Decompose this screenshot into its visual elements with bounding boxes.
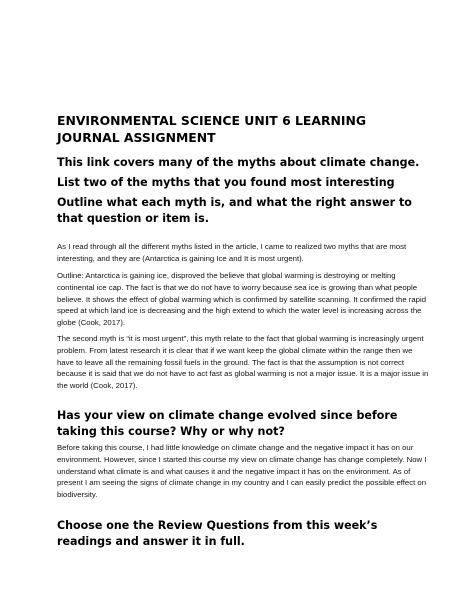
prompt-line-1: This link covers many of the myths about climate change. (57, 156, 420, 169)
paragraph-view: Before taking this course, I had little knowledge on climate change and the negative impact it has on our environment. However, since I started this course my view on climate change has change completely. Now I understand what climate is and what causes it and the negative impact it has on the environment. As of present I am seeing the signs of climate change in my country and I can easily predict the possible effect on biodiversity. (57, 443, 427, 499)
section-heading-view: Has your view on climate change evolved since before taking this course? Why or why not? (57, 409, 398, 438)
paragraph-intro: As I read through all the different myths listed in the article, I came to realized two myths that are most interesting, and they are (Antarctica is gaining Ice and It is most urgent). (57, 242, 407, 263)
prompt-line-2: List two of the myths that you found most interesting (57, 176, 395, 189)
paragraph-myth-2: The second myth is “it is most urgent”, this myth relate to the fact that global warming is increasingly urgent problem. From latest research it is clear that if we want keep the global climate within the range then we have to leave all the remaining fossil fuels in the ground. The fact is that the assumption is not correct because it is said that we do not have to act fast as global warming is not a major issue. It is a major issue in the world (Cook, 2017). (57, 334, 429, 390)
paragraph-myth-1: Outline: Antarctica is gaining ice, disproved the believe that global warming is destroying or melting continental ice cap. The fact is that we do not have to worry because sea ice is growing than what people believe. It shows the effect of global warming which is confirmed by satellite scanning. It confirmed the rapid speed at which land ice is decreasing and the high extend to which the water level is increasing across the globe (Cook, 2017). (57, 271, 427, 327)
document-title: ENVIRONMENTAL SCIENCE UNIT 6 LEARNING JOURNAL ASSIGNMENT (57, 113, 367, 145)
section-heading-review: Choose one the Review Questions from this week’s readings and answer it in full. (57, 519, 378, 548)
prompt-line-3: Outline what each myth is, and what the right answer to that question or item is. (57, 196, 412, 225)
